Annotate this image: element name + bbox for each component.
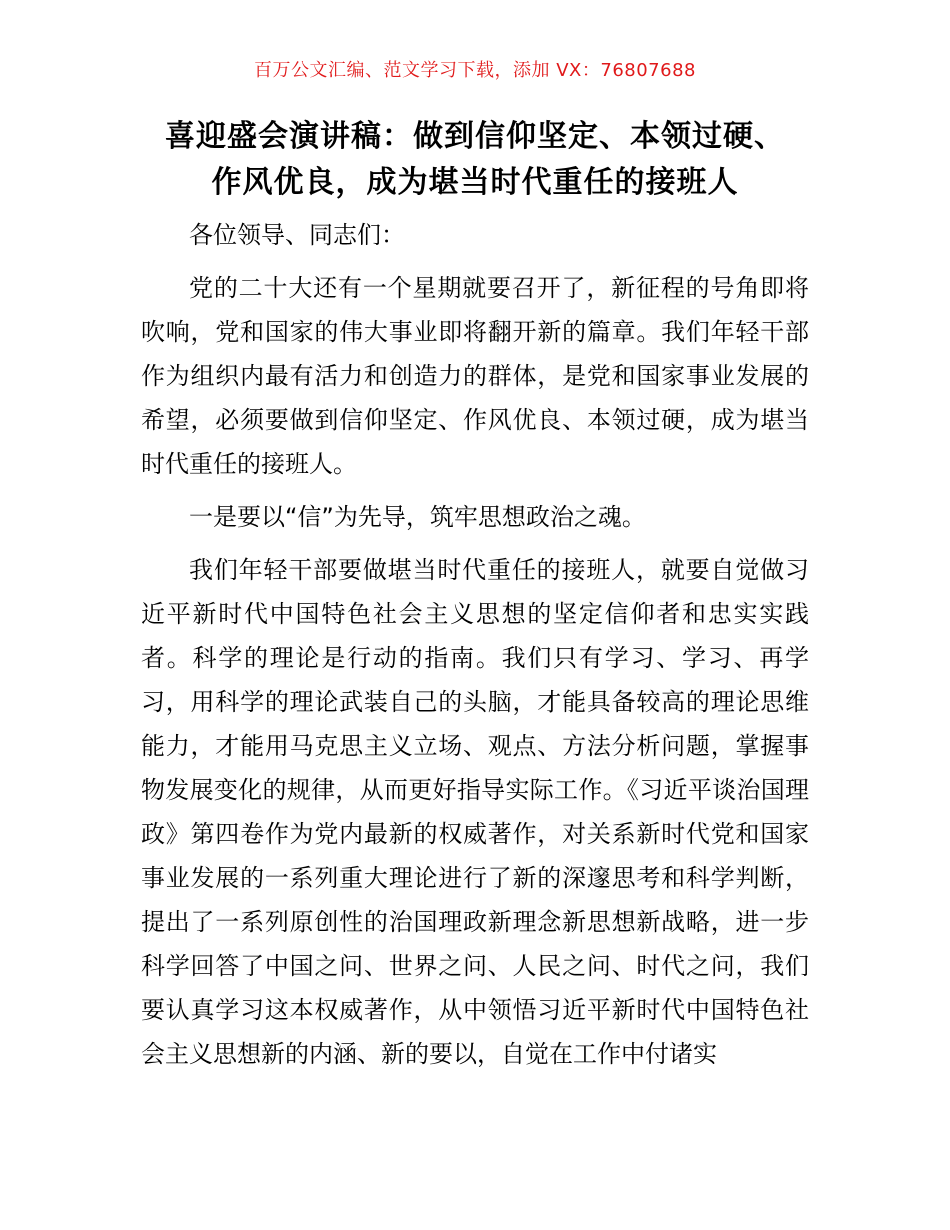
body-paragraph: 我们年轻干部要做堪当时代重任的接班人，就要自觉做习近平新时代中国特色社会主义思想的坚定信仰者和忠实实践者。科学的理论是行动的指南。我们只有学习、学习、再学习，用科学的理论武装自己的头脑，才能具备较高的理论思维能力，才能用马克思主义立场、观点、方法分析问题，掌握事物发展变化的规律，从而更好指导实际工作。《习近平谈治国理政》第四卷作为党内最新的权威著作，对关系新时代党和国家事业发展的一系列重大理论进行了新的深邃思考和科学判断，提出了一系列原创性的治国理政新理念新思想新战略，进一步科学回答了中国之问、世界之问、人民之问、时代之问，我们要认真学习这本权威著作，从中领悟习近平新时代中国特色社会主义思想新的内涵、新的要以，自觉在工作中付诸实 [141, 556, 809, 1068]
salutation-paragraph: 各位领导、同志们： [189, 221, 405, 249]
promo-banner: 百万公文汇编、范文学习下载，添加 VX：76807688 [254, 60, 696, 81]
intro-paragraph: 党的二十大还有一个星期就要召开了，新征程的号角即将吹响，党和国家的伟大事业即将翻开新的篇章。我们年轻干部作为组织内最有活力和创造力的群体，是党和国家事业发展的希望，必须要做到信仰坚定、作风优良、本领过硬，成为堪当时代重任的接班人。 [141, 274, 809, 478]
section-heading-paragraph: 一是要以“信”为先导，筑牢思想政治之魂。 [189, 503, 646, 531]
document-title [120, 114, 830, 206]
title-line-1: 喜迎盛会演讲稿：做到信仰坚定、本领过硬、 [165, 119, 785, 154]
document-body [141, 213, 809, 1085]
title-line-2: 作风优良，成为堪当时代重任的接班人 [211, 165, 739, 200]
